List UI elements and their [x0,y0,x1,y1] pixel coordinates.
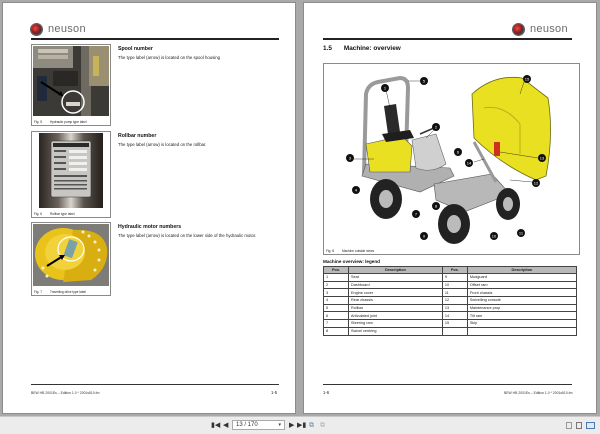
table-row [324,297,577,305]
figure-caption: Fig. 8 Machine outside views [326,249,375,253]
viewer-toolbar [0,416,600,434]
legend-table [323,266,577,336]
cell-description: Skip [467,320,576,328]
cell-pos: 3 [324,289,349,297]
section-title-spool: Spool number [118,46,153,52]
svg-text:2: 2 [434,124,438,130]
cell-description: Rear chassis [349,297,443,305]
footer-doc-id: BEW HB 2001Es – Edition 1.0 * 2001s510.fm [31,391,100,395]
section-text-spool: The type label (arrow) is located on the spool housing [118,55,220,60]
cell-pos: 2 [324,281,349,289]
logo-text: neuson [530,23,568,35]
cell-pos: 10 [442,281,467,289]
cell-description: Swivel centring [349,327,443,335]
dumper-illustration [324,64,579,254]
svg-text:12: 12 [533,180,539,186]
figure-caption: Fig. 6 Rollbar type label [34,212,75,216]
cell-description: Engine cover [349,289,443,297]
spool-photo [33,46,109,116]
table-row [324,312,577,320]
neuson-logo-icon [513,24,524,35]
page-number: 1-6 [323,390,330,395]
col-pos: Pos. [442,267,467,274]
table-row [324,304,577,312]
svg-text:7: 7 [414,211,418,217]
svg-text:15: 15 [524,76,530,82]
cell-description: Articulated joint [349,312,443,320]
cell-description: Steering ram [349,320,443,328]
legend-header-row [324,267,577,274]
legend-title: Machine overview: legend [323,259,380,264]
page-dropdown-chevron-icon[interactable]: ▾ [278,422,281,428]
svg-text:13: 13 [539,155,545,161]
cell-description: Maintenance prop [467,304,576,312]
svg-text:14: 14 [466,160,472,166]
page-left [3,3,295,413]
cell-description: Dashboard [349,281,443,289]
svg-text:1: 1 [383,85,387,91]
cell-pos: 5 [324,304,349,312]
svg-text:8: 8 [434,203,438,209]
paste-page-icon[interactable]: ⧉ [320,422,325,429]
table-row [324,274,577,282]
header-divider [323,38,572,40]
first-page-icon[interactable]: ▮◀ [211,422,221,429]
page-number-input[interactable]: 13 / 170 ▾ [232,420,285,430]
prev-page-icon[interactable]: ◀ [223,422,229,429]
page-number: 1-5 [271,390,278,395]
next-page-icon[interactable]: ▶ [289,422,295,429]
figure-hydraulic-motor [31,222,111,296]
figure-rollbar [31,131,111,218]
col-pos: Pos. [324,267,349,274]
table-row [324,289,577,297]
col-description: Description [467,267,576,274]
svg-text:5: 5 [422,78,426,84]
section-text-hydraulic-motor: The type label (arrow) is located on the lower side of the hydraulic motor. [118,233,257,238]
table-row [324,281,577,289]
footer-divider [323,384,572,385]
brand-logo [513,23,568,35]
brand-logo [31,23,86,35]
cell-pos: 11 [442,289,467,297]
figure-caption: Fig. 7 Travelling drive type label [34,290,87,294]
cell-pos [442,327,467,335]
cell-description: Swivelling console [467,297,576,305]
footer-divider [31,384,279,385]
col-description: Description [349,267,443,274]
svg-text:9: 9 [422,233,426,239]
figure-caption: Fig. 5 Hydraulic pump type label [34,120,87,124]
cell-pos: 13 [442,304,467,312]
figure-spool [31,44,111,126]
logo-text: neuson [48,23,86,35]
neuson-logo-icon [31,24,42,35]
footer-doc-id: BEW HB 2001Es – Edition 1.0 * 2001s510.fm [504,391,573,395]
svg-text:3: 3 [348,155,352,161]
cell-description: Front chassis [467,289,576,297]
cell-pos: 15 [442,320,467,328]
last-page-icon[interactable]: ▶▮ [297,422,307,429]
cell-pos: 12 [442,297,467,305]
cell-pos: 14 [442,312,467,320]
table-row [324,327,577,335]
svg-text:10: 10 [491,233,497,239]
cell-pos: 7 [324,320,349,328]
page-right [304,3,596,413]
continuous-page-icon[interactable] [576,422,582,429]
two-page-icon[interactable] [586,422,595,429]
cell-pos: 6 [324,312,349,320]
section-title-hydraulic-motor: Hydraulic motor numbers [118,224,182,230]
cell-description: Offset ram [467,281,576,289]
cell-description: Tilt ram [467,312,576,320]
section-heading: 1.5 Machine: overview [323,45,401,52]
cell-description [467,327,576,335]
table-row [324,320,577,328]
hydraulic-motor-photo [33,224,109,286]
rollbar-photo [33,133,109,208]
cell-pos: 8 [324,327,349,335]
svg-text:4: 4 [354,187,358,193]
single-page-icon[interactable] [566,422,572,429]
section-title-rollbar: Rollbar number [118,133,157,139]
header-divider [31,38,279,40]
cell-pos: 9 [442,274,467,282]
copy-page-icon[interactable]: ⧉ [309,422,314,429]
svg-text:11: 11 [518,230,524,236]
svg-text:6: 6 [456,149,460,155]
cell-pos: 4 [324,297,349,305]
cell-pos: 1 [324,274,349,282]
machine-overview-figure [323,63,580,255]
cell-description: Seat [349,274,443,282]
cell-description: Rollbar [349,304,443,312]
section-text-rollbar: The type label (arrow) is located on the rollbar. [118,142,207,147]
cell-description: Mudguard [467,274,576,282]
